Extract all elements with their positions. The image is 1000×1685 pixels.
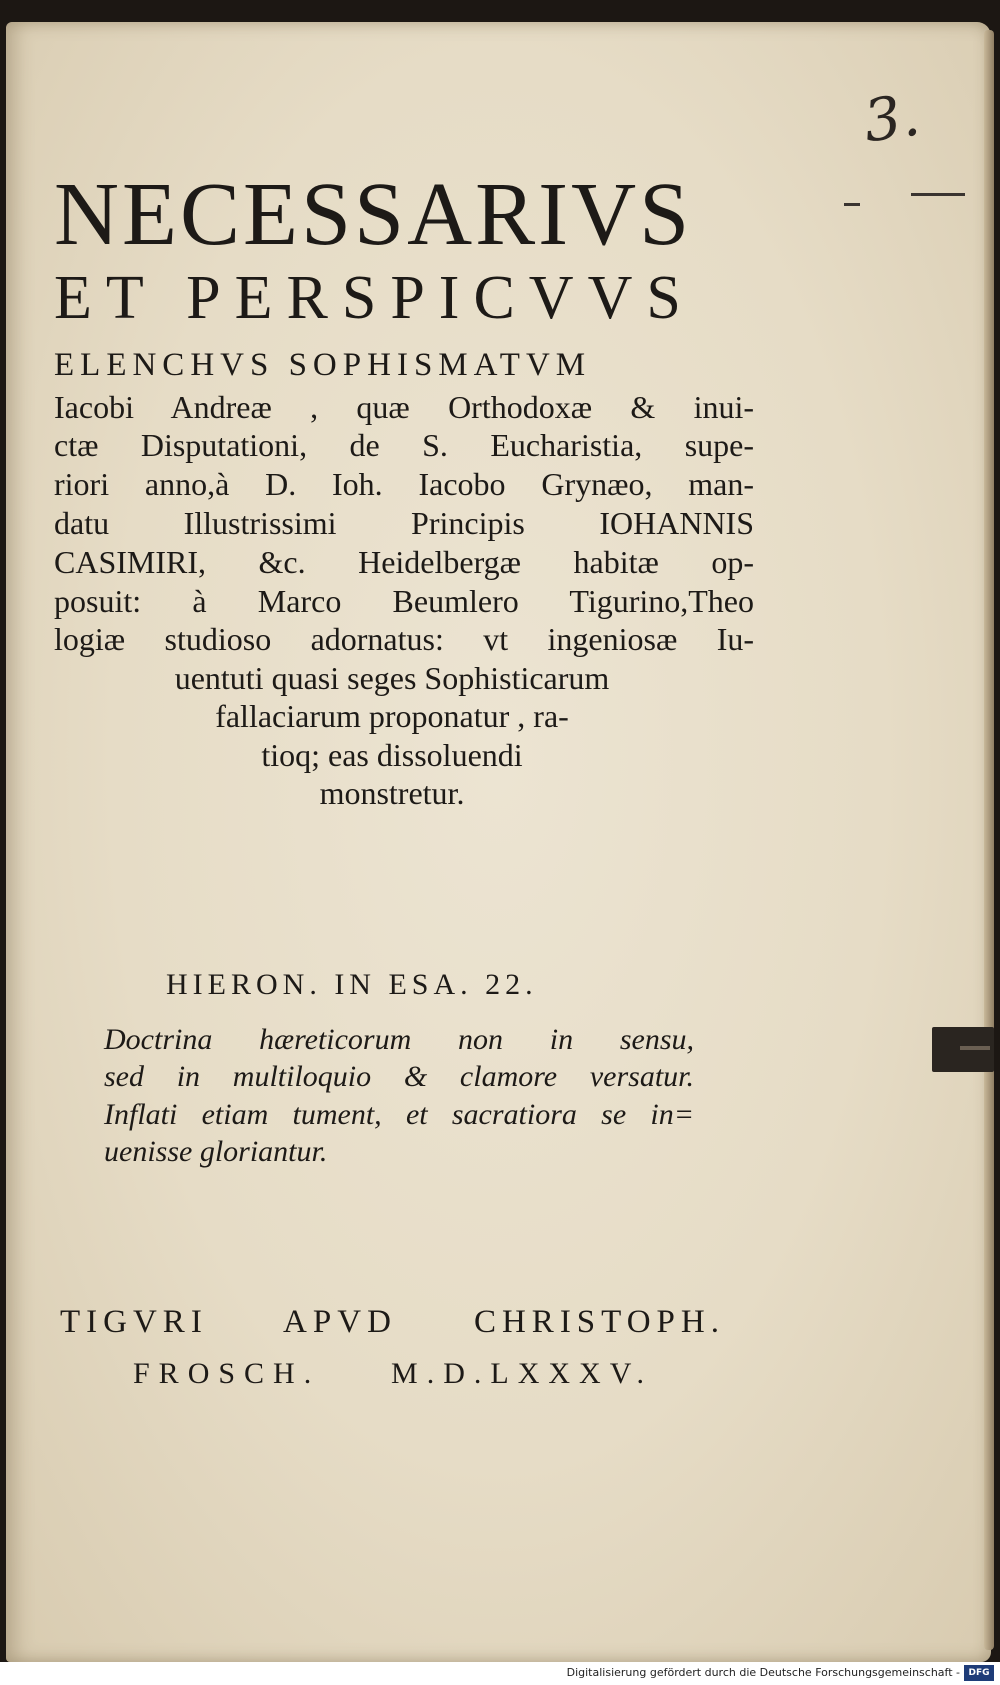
body-centered-line: tioq; eas dissoluendi [261, 737, 523, 773]
handwritten-dash [911, 193, 965, 196]
body-line: Iacobi Andreæ , quæ Orthodoxæ & inui- [54, 389, 754, 425]
title-line-necessarius: NECESSARIVS [54, 165, 693, 264]
motto-quote-line: Doctrina hæreticorum non in sensu, [104, 1023, 694, 1056]
body-centered-line: fallaciarum proponatur , ra- [215, 698, 569, 734]
handwritten-page-number: 3. [859, 80, 924, 156]
dfg-logo: DFG [964, 1665, 994, 1681]
motto-heading: HIERON. IN ESA. 22. [166, 968, 538, 1001]
handwritten-dash [844, 203, 860, 206]
body-line: riori anno,à D. Ioh. Iacobo Grynæo, man- [54, 466, 754, 502]
body-line: posuit: à Marco Beumlero Tigurino,Theo [54, 583, 754, 619]
body-centered-line: monstretur. [319, 775, 465, 811]
page-edge [984, 30, 994, 1650]
title-page [6, 22, 991, 1662]
body-line: logiæ studioso adornatus: vt ingeniosæ Iu- [54, 621, 754, 657]
body-centered-line: uentuti quasi seges Sophisticarum [174, 660, 610, 696]
body-line: CASIMIRI, &c. Heidelbergæ habitæ op- [54, 544, 754, 580]
funding-credit: Digitalisierung gefördert durch die Deutsche Forschungsgemeinschaft - [566, 1666, 960, 1679]
motto-quote-line: sed in multiloquio & clamore versatur. [104, 1060, 694, 1093]
title-line-elenchus: ELENCHVS SOPHISMATVM [54, 347, 592, 383]
title-line-et-perspicuus: ET PERSPICVVS [54, 264, 695, 332]
bookmark-tab-stripe [960, 1046, 990, 1050]
motto-quote-line: uenisse gloriantur. [104, 1135, 328, 1168]
imprint-printer-year: FROSCH. M.D.LXXXV. [133, 1357, 653, 1390]
body-line: ctæ Disputationi, de S. Eucharistia, supe- [54, 427, 754, 463]
body-line: datu Illustrissimi Principis IOHANNIS [54, 505, 754, 541]
motto-quote-line: Inflati etiam tument, et sacratiora se in= [104, 1098, 694, 1131]
footer-bar [0, 1662, 1000, 1685]
imprint-place-printer: TIGVRI APVD CHRISTOPH. [60, 1304, 725, 1340]
